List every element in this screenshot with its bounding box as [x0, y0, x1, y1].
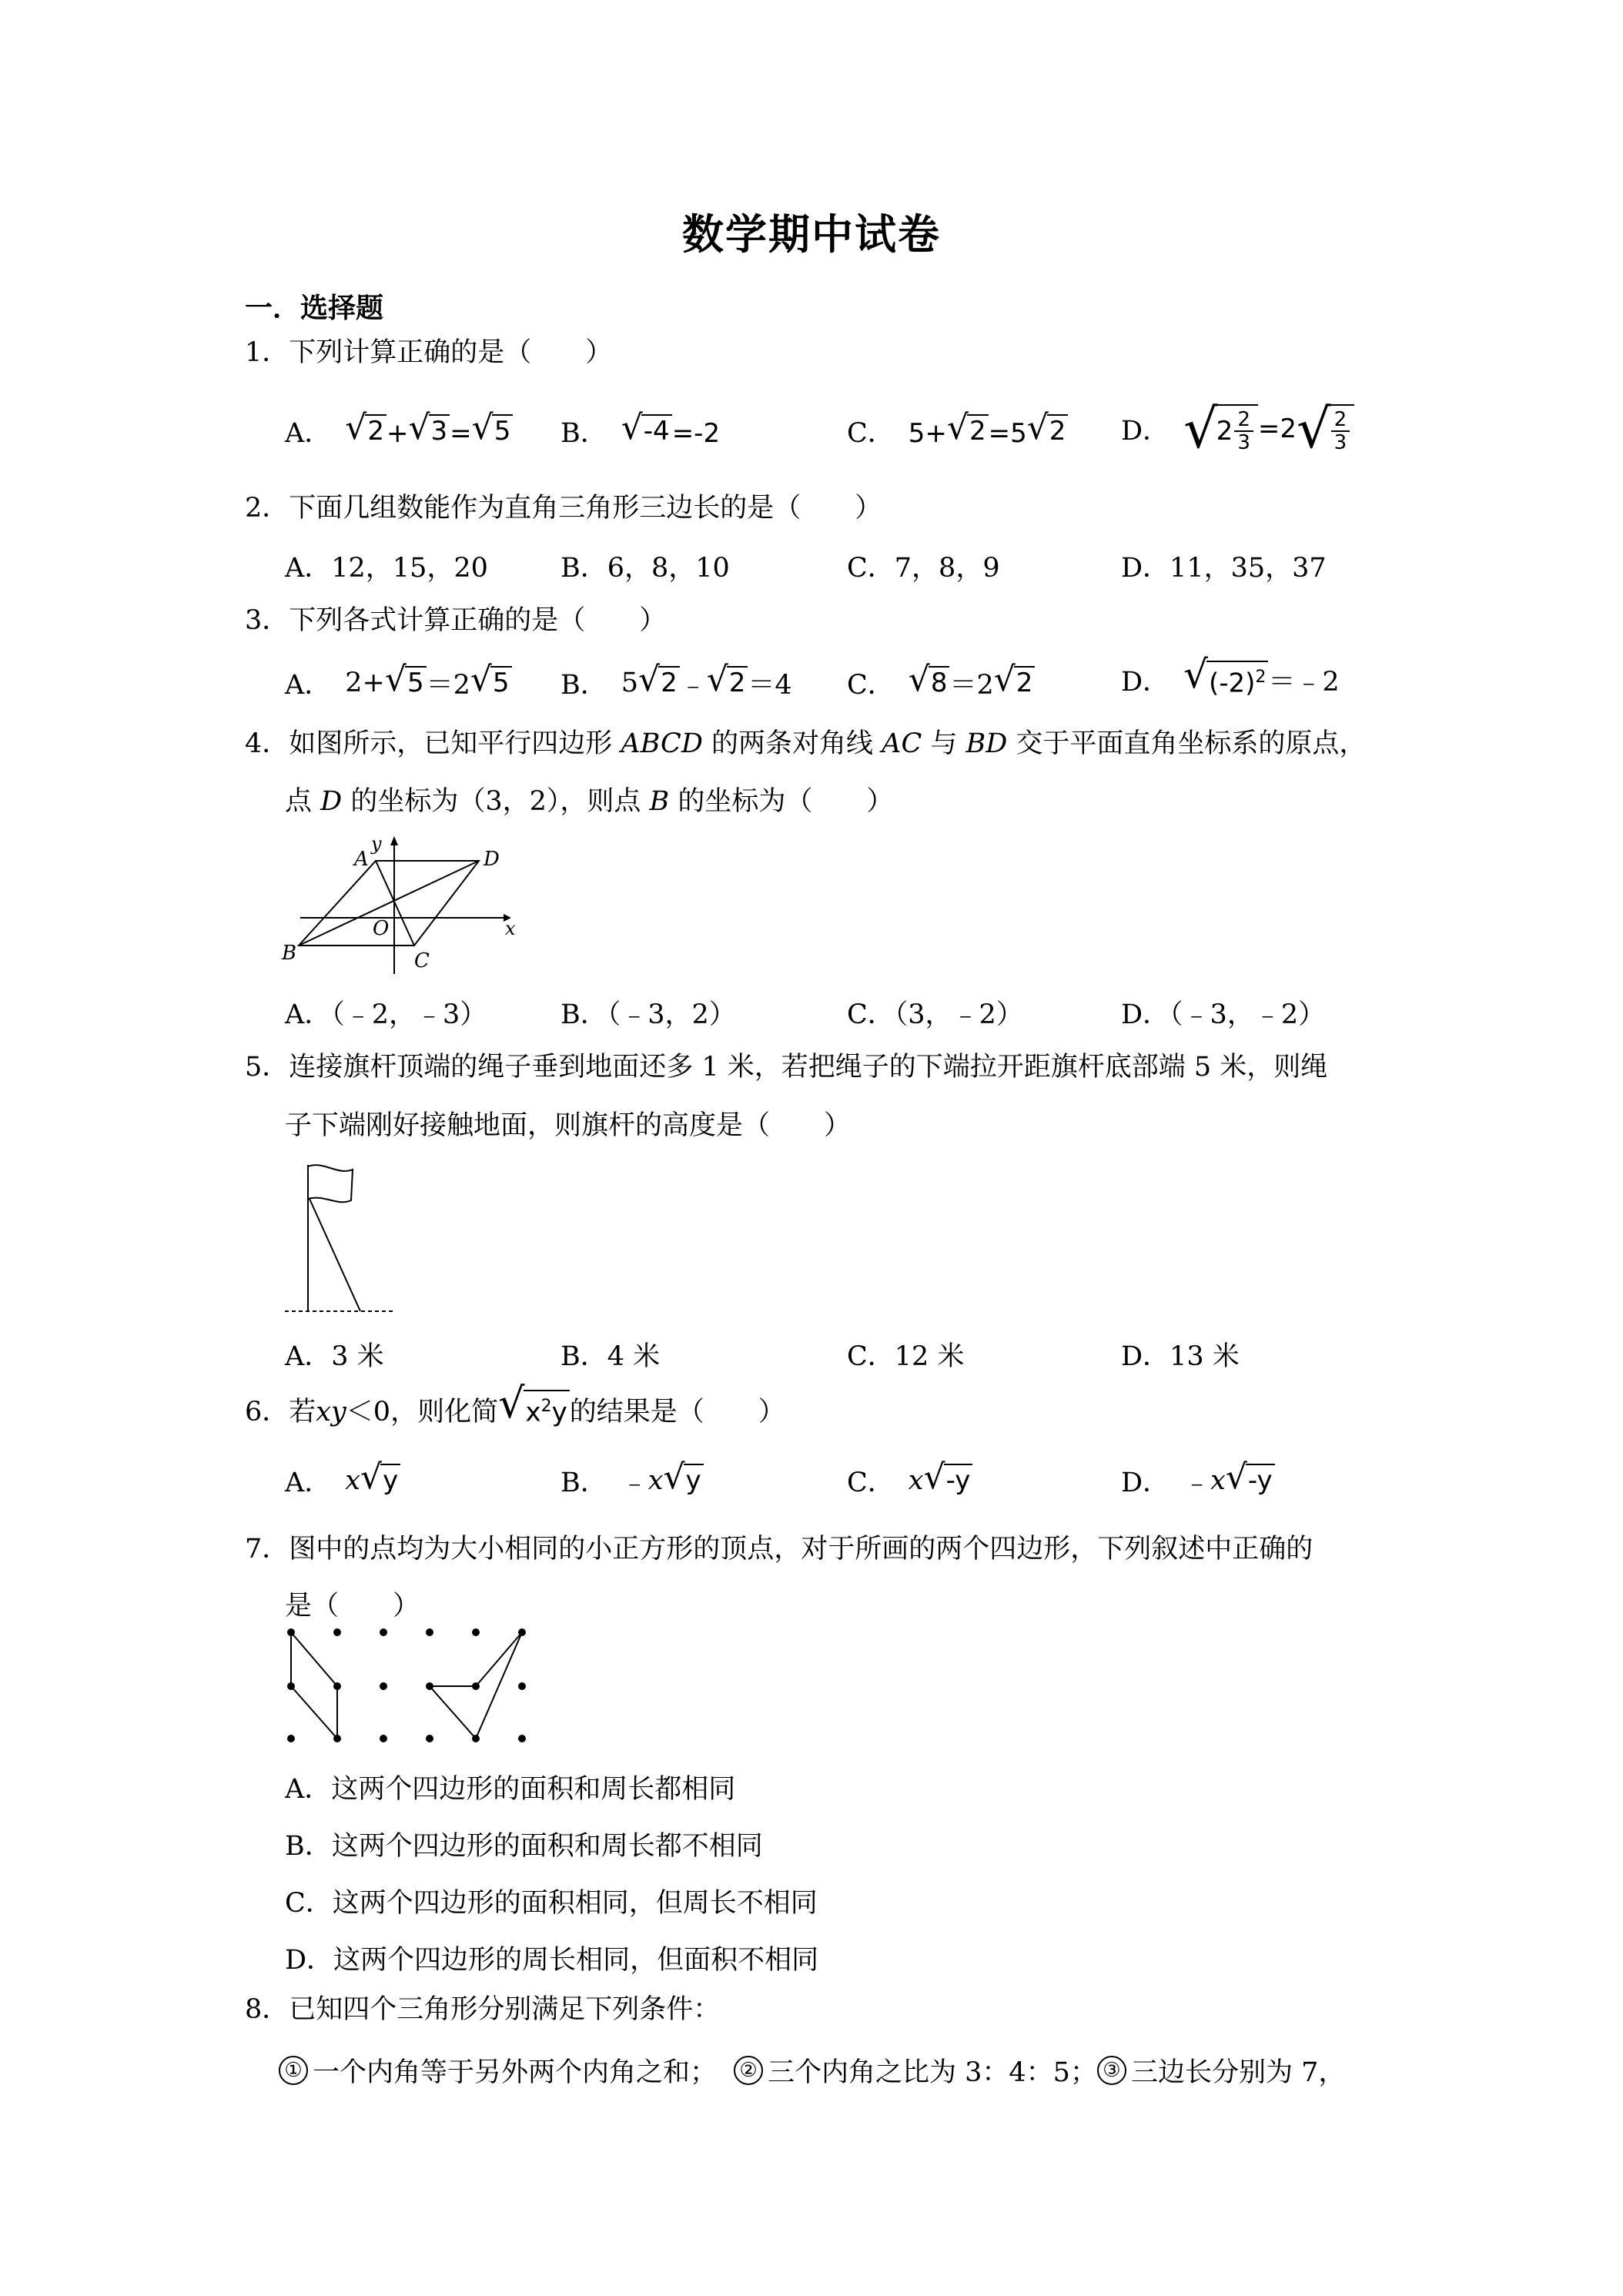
- section-heading: 一．选择题: [245, 293, 384, 324]
- q1-option-a[interactable]: A． √ 2 + √ 3 = √ 5: [285, 412, 513, 450]
- q5-option-b[interactable]: B．4 米: [561, 1341, 661, 1372]
- q8-cond1-marker: ①: [279, 2056, 308, 2085]
- q3-option-b[interactable]: B． 5 √ 2 ﹣ √ 2 ＝4: [561, 659, 792, 701]
- q8-stem: 8．已知四个三角形分别满足下列条件：: [245, 1994, 721, 2025]
- q4-label-o: O: [373, 917, 390, 940]
- q8-conditions: ① 一个内角等于另外两个内角之和； ② 三个内角之比为 3：4：5； ③ 三边长分别为 7，: [279, 2051, 1345, 2090]
- q1-stem: 1．下列计算正确的是（ ）: [245, 337, 613, 368]
- q7-stem-line2: 是（ ）: [285, 1591, 420, 1622]
- q5-stem-line2: 子下端刚好接触地面，则旗杆的高度是（ ）: [285, 1110, 852, 1141]
- q5-option-d[interactable]: D．13 米: [1121, 1341, 1240, 1372]
- q5-figure-flagpole: [277, 1159, 400, 1320]
- q7-stem-line1: 7．图中的点均为大小相同的小正方形的顶点，对于所画的两个四边形，下列叙述中正确的: [245, 1534, 1313, 1565]
- q7-option-c[interactable]: C．这两个四边形的面积相同，但周长不相同: [285, 1888, 818, 1919]
- q6-stem: 6．若 xy ＜0，则化简 √ $x^2y$ 的结果是（ ）: [245, 1379, 785, 1428]
- q1-option-d[interactable]: D． √ 2 $\frac{2}{3}$ =2 √ $\frac{2}{3}$: [1121, 402, 1354, 456]
- q6-option-c[interactable]: C． x √ -y: [847, 1461, 972, 1500]
- q2-option-b[interactable]: B．6，8，10: [561, 553, 730, 584]
- q4-label-c: C: [414, 949, 430, 972]
- q4-option-c[interactable]: C．（3，﹣2）: [847, 999, 1023, 1030]
- q6-option-a[interactable]: A． x √ y: [285, 1461, 400, 1500]
- q5-option-c[interactable]: C．12 米: [847, 1341, 965, 1372]
- q3-stem: 3．下列各式计算正确的是（ ）: [245, 605, 667, 636]
- q5-option-a[interactable]: A．3 米: [285, 1341, 384, 1372]
- q2-option-d[interactable]: D．11，35，37: [1121, 553, 1327, 584]
- q6-option-b[interactable]: B． ﹣ x √ y: [561, 1461, 704, 1500]
- q4-stem-line2: 点 D 的坐标为（3，2），则点 B 的坐标为（ ）: [285, 786, 894, 817]
- q2-stem: 2．下面几组数能作为直角三角形三边长的是（ ）: [245, 493, 882, 524]
- q4-stem-line1: 4．如图所示，已知平行四边形 ABCD 的两条对角线 AC 与 BD 交于平面直角坐标系的原点，: [245, 728, 1367, 759]
- q4-option-b[interactable]: B．（﹣3，2）: [561, 999, 736, 1030]
- q3-option-c[interactable]: C． √ 8 ＝2 √ 2: [847, 664, 1035, 702]
- q4-option-d[interactable]: D．（﹣3，﹣2）: [1121, 999, 1326, 1030]
- q4-option-a[interactable]: A．（﹣2，﹣3）: [285, 999, 487, 1030]
- q7-option-b[interactable]: B．这两个四边形的面积和周长都不相同: [285, 1831, 763, 1862]
- q3-option-a[interactable]: A． 2+ √ 5 ＝2 √ 5: [285, 664, 512, 702]
- q7-option-a[interactable]: A．这两个四边形的面积和周长都相同: [285, 1774, 736, 1805]
- q6-option-d[interactable]: D． ﹣ x √ -y: [1121, 1461, 1275, 1500]
- page-title: 数学期中试卷: [682, 210, 941, 259]
- q4-label-a: A: [354, 848, 369, 871]
- q2-option-a[interactable]: A．12，15，20: [285, 553, 488, 584]
- q7-option-d[interactable]: D．这两个四边形的周长相同，但面积不相同: [285, 1945, 819, 1976]
- q4-label-b: B: [282, 942, 297, 965]
- q2-option-c[interactable]: C．7，8，9: [847, 553, 1000, 584]
- q1-option-b[interactable]: B． √ -4 =-2: [561, 407, 721, 449]
- q1-option-c[interactable]: C． 5+ √ 2 =5 √ 2: [847, 412, 1068, 450]
- q4-label-y: y: [371, 833, 382, 855]
- q4-label-x: x: [505, 918, 516, 939]
- q8-cond3-marker: ③: [1097, 2056, 1126, 2085]
- q7-figure-dot-grid: [277, 1617, 539, 1755]
- q4-figure-parallelogram: [277, 832, 524, 986]
- q4-label-d: D: [484, 848, 500, 871]
- q3-option-d[interactable]: D． √ $(-2)^2$ ＝﹣2: [1121, 652, 1340, 699]
- q5-stem-line1: 5．连接旗杆顶端的绳子垂到地面还多 1 米，若把绳子的下端拉开距旗杆底部端 5 米，则绳: [245, 1052, 1328, 1083]
- q8-cond2-marker: ②: [734, 2056, 763, 2085]
